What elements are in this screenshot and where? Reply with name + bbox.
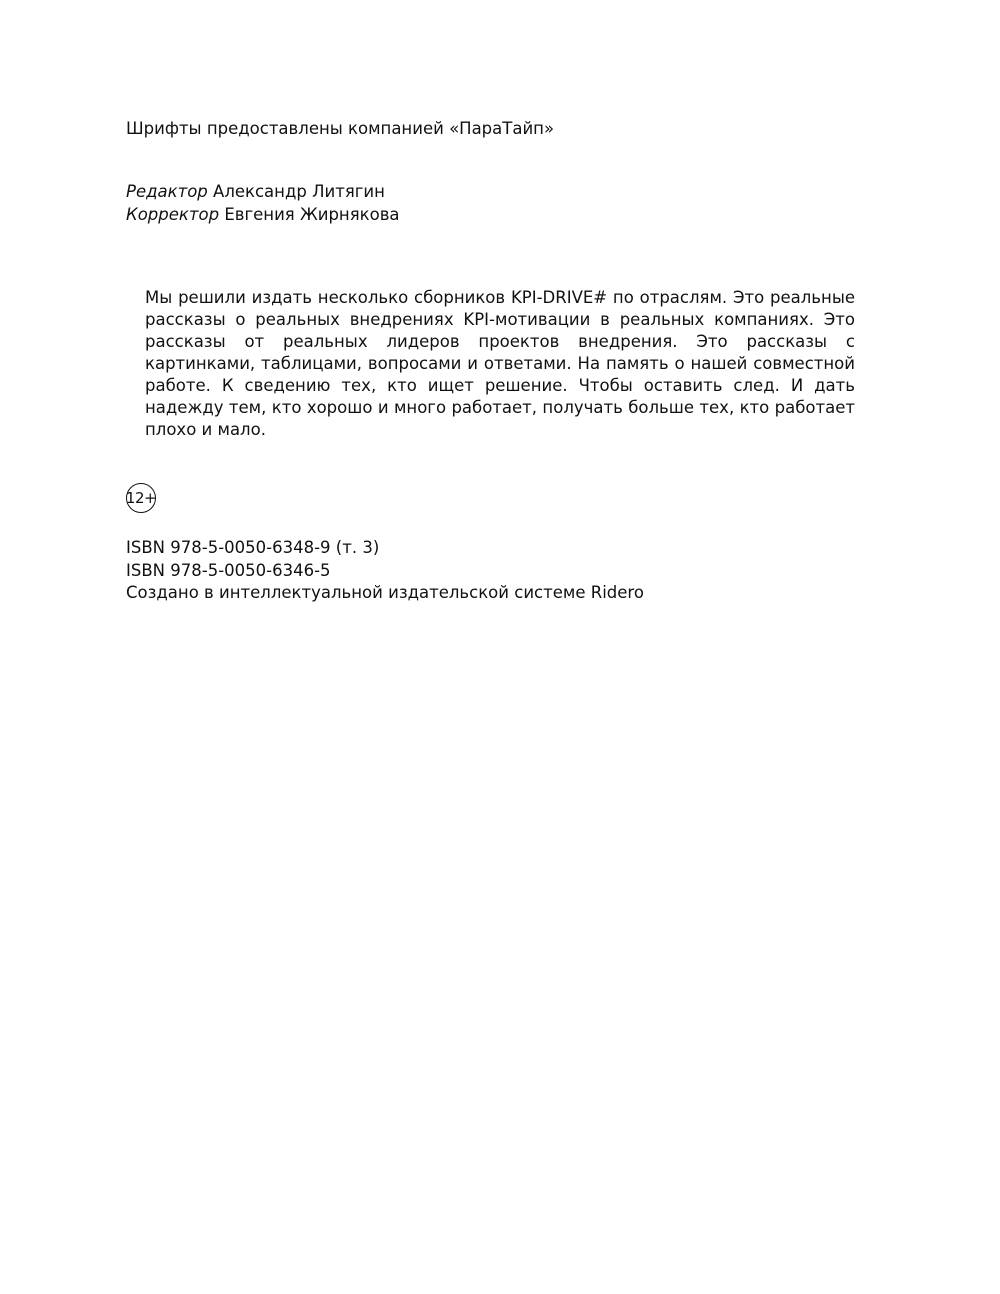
corrector-role: Корректор: [126, 205, 220, 224]
corrector-name: Евгения Жирнякова: [224, 205, 400, 224]
corrector-credit: [126, 203, 400, 226]
publisher-note: Создано в интеллектуальной издательской системе Ridero: [126, 583, 644, 602]
editor-name: Александр Литягин: [213, 182, 385, 201]
isbn-set: ISBN 978-5-0050-6346-5: [126, 560, 331, 580]
editor-role: Редактор: [126, 182, 208, 201]
book-annotation: Мы решили издать несколько сборников KPI-DRIVE# по отраслям. Это реальные рассказы о реальных внедрениях KPI-мотивации в реальных компаниях. Это рассказы от реальных лидеров проектов внедрения. Это рассказы с картинками, таблицами, вопросами и ответами. На память о нашей совместной работе. К сведению тех, кто ищет решение. Чтобы оставить след. И дать надежду тем, кто хорошо и много работает, получать больше тех, кто работает плохо и мало.: [145, 288, 855, 439]
age-rating-badge: 12+: [126, 483, 156, 513]
isbn-volume: ISBN 978-5-0050-6348-9 (т. 3): [126, 538, 380, 557]
credits-block: [126, 180, 400, 226]
fonts-notice: Шрифты предоставлены компанией «ПараТайп»: [126, 119, 555, 138]
imprint-block: [126, 537, 644, 605]
editor-credit: [126, 180, 400, 203]
